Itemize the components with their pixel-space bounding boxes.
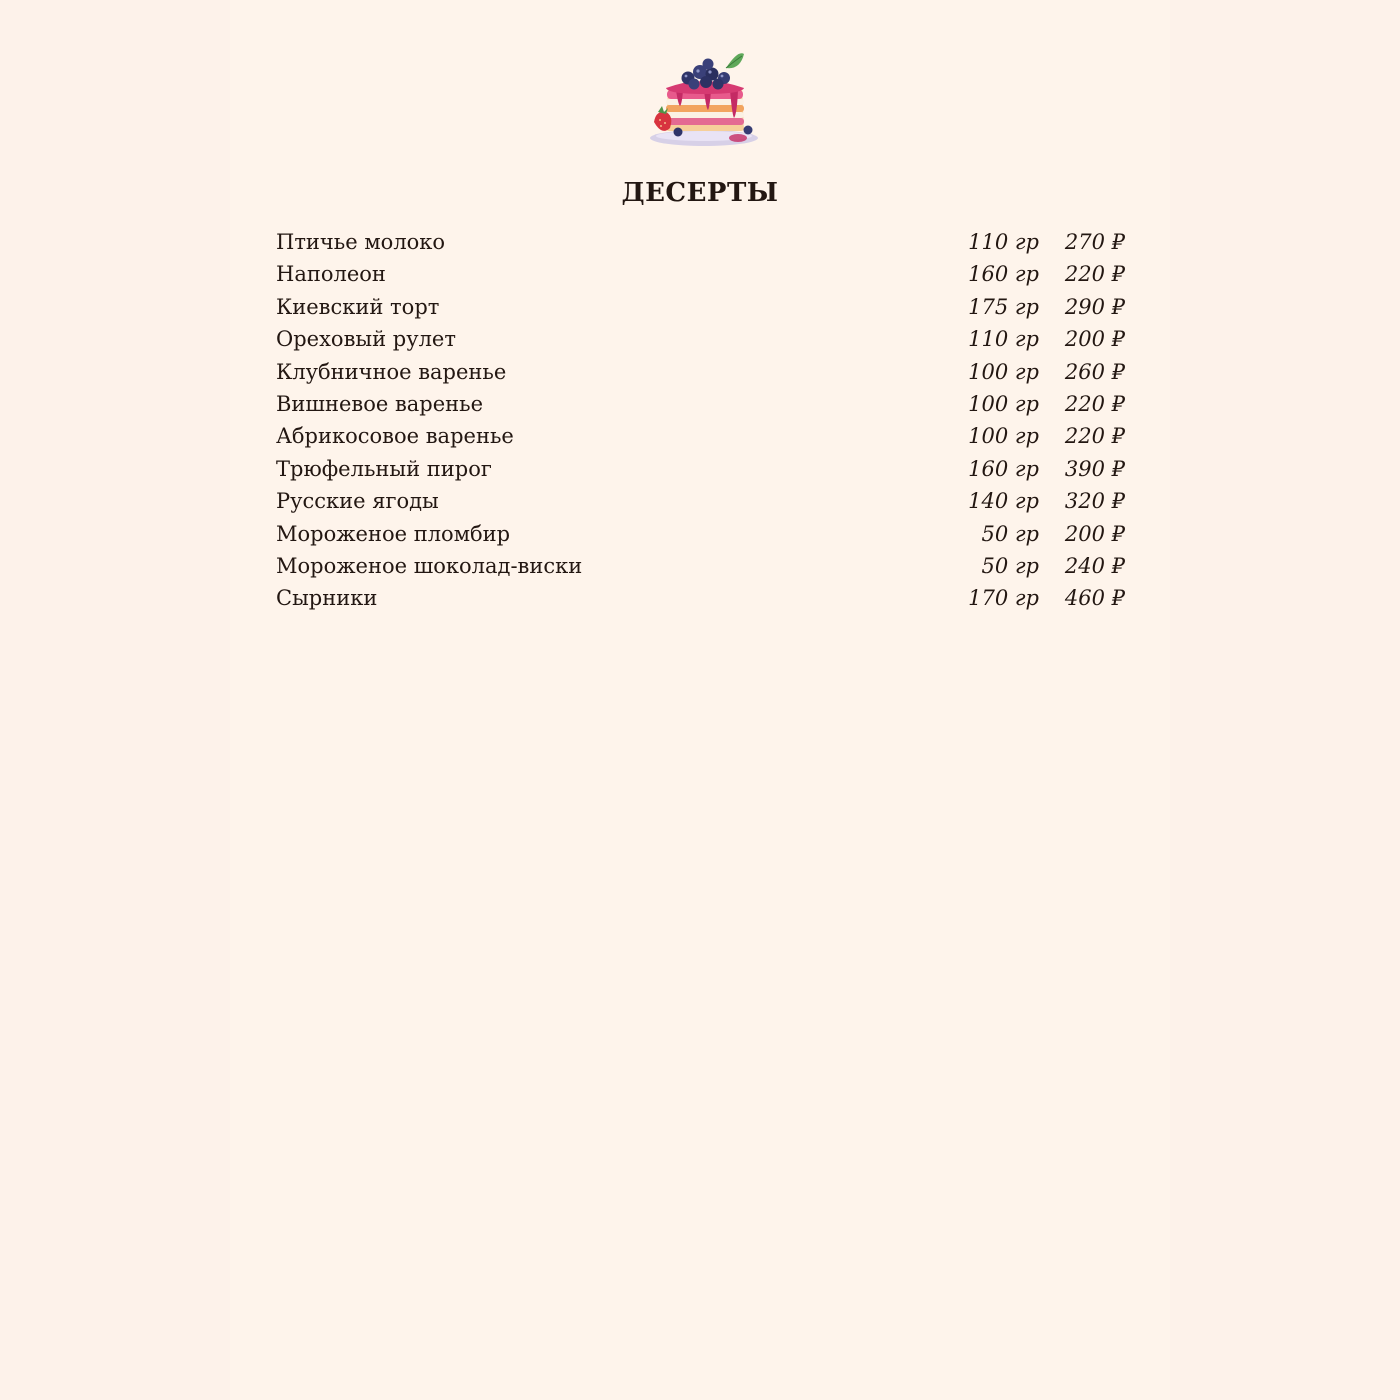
item-name: Мороженое пломбир: [276, 521, 511, 546]
item-weight: 175 гр: [968, 294, 1039, 319]
item-name: Ореховый рулет: [276, 327, 456, 352]
item-price: 290 ₽: [1064, 294, 1125, 319]
menu-page: [230, 0, 1170, 1400]
item-weight: 160 гр: [968, 262, 1039, 287]
item-name: Вишневое варенье: [276, 391, 484, 416]
item-weight: 110 гр: [968, 327, 1039, 352]
item-name: Птичье молоко: [276, 230, 446, 254]
section-title: ДЕСЕРТЫ: [621, 178, 779, 208]
item-name: Киевский торт: [276, 294, 440, 319]
item-weight: 170 гр: [968, 586, 1039, 611]
menu-item: [276, 485, 1125, 517]
item-name: Сырники: [276, 586, 378, 611]
item-price: 220 ₽: [1064, 391, 1125, 416]
item-price: 390 ₽: [1064, 456, 1125, 481]
item-name: Русские ягоды: [276, 489, 439, 514]
menu-item: [276, 420, 1125, 452]
menu-item: [276, 356, 1125, 388]
item-price: 220 ₽: [1064, 262, 1125, 287]
item-price: 270 ₽: [1064, 230, 1125, 254]
item-name: Клубничное варенье: [276, 359, 507, 384]
item-weight: 100 гр: [968, 359, 1039, 384]
item-name: Трюфельный пирог: [276, 456, 492, 481]
item-price: 240 ₽: [1064, 553, 1125, 578]
item-weight: 140 гр: [968, 489, 1039, 514]
item-price: 320 ₽: [1064, 489, 1125, 514]
item-name: Абрикосовое варенье: [276, 424, 514, 449]
item-name: Мороженое шоколад-виски: [276, 553, 583, 578]
menu-item: [276, 323, 1125, 355]
item-name: Наполеон: [276, 262, 386, 287]
menu-item: [276, 582, 1125, 614]
item-weight: 50 гр: [981, 521, 1039, 546]
menu-item: [276, 291, 1125, 323]
item-price: 260 ₽: [1064, 359, 1125, 384]
item-price: 200 ₽: [1064, 521, 1125, 546]
menu-item: [276, 258, 1125, 290]
item-weight: 160 гр: [968, 456, 1039, 481]
menu-item: [276, 518, 1125, 550]
menu-item: [276, 388, 1125, 420]
menu-item: [276, 453, 1125, 485]
item-price: 200 ₽: [1064, 327, 1125, 352]
layered-berry-cake-icon: [646, 44, 764, 150]
menu-item: [276, 550, 1125, 582]
item-price: 220 ₽: [1064, 424, 1125, 449]
menu-item: [276, 226, 1125, 258]
dessert-menu-list: [276, 226, 1125, 615]
item-weight: 100 гр: [968, 391, 1039, 416]
item-weight: 110 гр: [968, 230, 1039, 254]
item-weight: 50 гр: [981, 553, 1039, 578]
item-weight: 100 гр: [968, 424, 1039, 449]
item-price: 460 ₽: [1064, 586, 1125, 611]
